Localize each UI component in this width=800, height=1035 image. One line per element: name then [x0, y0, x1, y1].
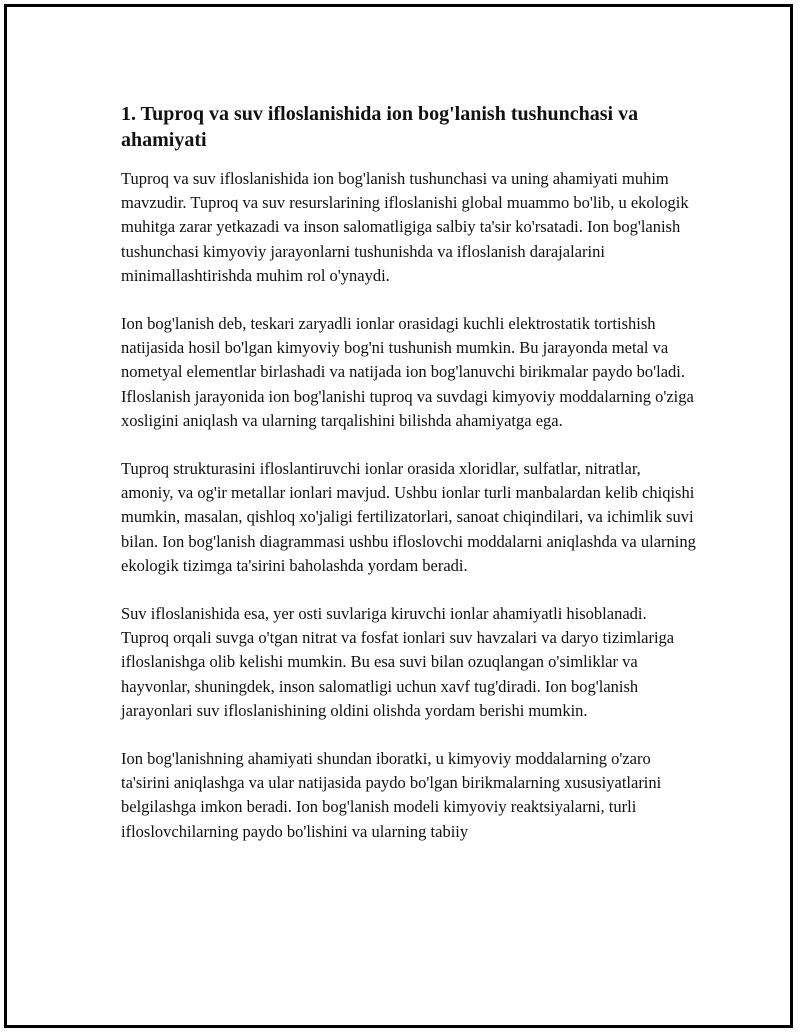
paragraph-1: Tuproq va suv ifloslanishida ion bog'lanish tushunchasi va uning ahamiyati muhim mavzudir. Tuproq va suv resurslarining ifloslanishi global muammo bo'lib, u ekologik muhitga zarar yetkazadi va inson salomatligiga salbiy ta'sir ko'rsatadi. Ion bog'lanish tushunchasi kimyoviy jarayonlarni tushunishda va ifloslanish darajalarini minimallashtirishda muhim rol o'ynaydi.: [121, 169, 689, 285]
paragraph-3: Tuproq strukturasini ifloslantiruvchi ionlar orasida xloridlar, sulfatlar, nitratlar, amoniy, va og'ir metallar ionlari mavjud. Ushbu ionlar turli manbalardan kelib chiqishi mumkin, masalan, qishloq xo'jaligi fertilizatorlari, sanoat chiqindilari, va ichimlik suvi bilan. Ion bog'lanish diagrammasi ushbu ifloslovchi moddalarni aniqlashda va ularning ekologik tizimga ta'sirini baholashda yordam beradi.: [121, 459, 696, 575]
section-title: 1. Tuproq va suv ifloslanishida ion bog'lanish tushunchasi va ahamiyati: [121, 103, 639, 151]
paragraph-2: Ion bog'lanish deb, teskari zaryadli ionlar orasidagi kuchli elektrostatik tortishish natijasida hosil bo'lgan kimyoviy bog'ni tushunish mumkin. Bu jarayonda metal va nometyal elementlar birlashadi va natijada ion bog'lanuvchi birikmalar paydo bo'ladi. Ifloslanish jarayonida ion bog'lanishi tuproq va suvdagi kimyoviy moddalarning o'ziga xosligini aniqlash va ularning tarqalishini bilishda ahamiyatga ega.: [121, 314, 694, 430]
paragraph-4: Suv ifloslanishida esa, yer osti suvlariga kiruvchi ionlar ahamiyatli hisoblanadi. Tuproq orqali suvga o'tgan nitrat va fosfat ionlari suv havzalari va daryo tizimlariga ifloslanishga olib kelishi mumkin. Bu esa suvi bilan ozuqlangan o'simliklar va hayvonlar, shuningdek, inson salomatligi uchun xavf tug'diradi. Ion bog'lanish jarayonlari suv ifloslanishining oldini olishda yordam berishi mumkin.: [121, 604, 675, 720]
document-body: [121, 101, 696, 868]
paragraph-5: Ion bog'lanishning ahamiyati shundan iboratki, u kimyoviy moddalarning o'zaro ta'sirini aniqlashga va ular natijasida paydo bo'lgan birikmalarning xususiyatlarini belgilashga imkon beradi. Ion bog'lanish modeli kimyoviy reaktsiyalarni, turli ifloslovchilarning paydo bo'lishini va ularning tabiiy: [121, 749, 662, 841]
page-frame: [4, 4, 793, 1028]
